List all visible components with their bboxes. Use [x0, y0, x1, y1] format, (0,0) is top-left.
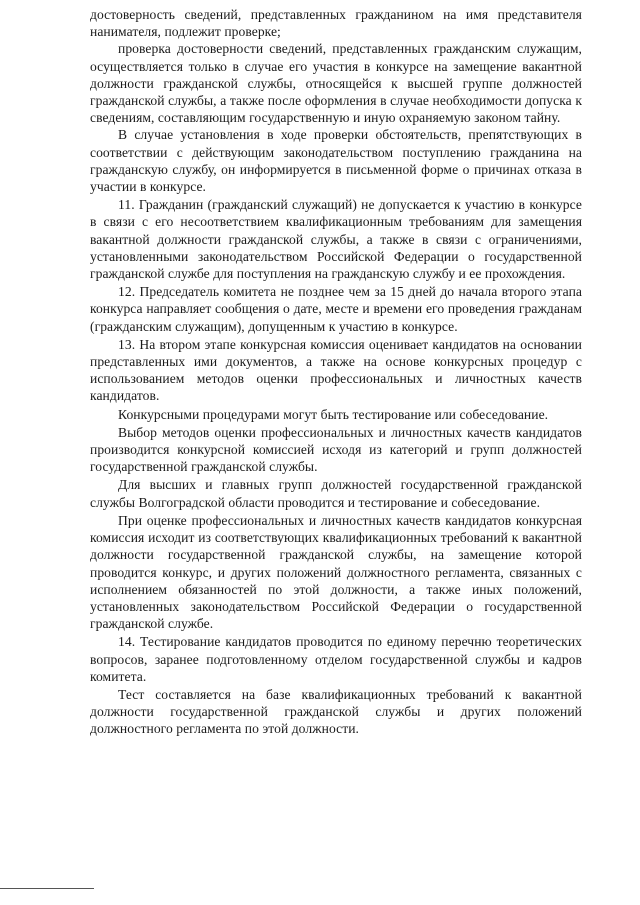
paragraph-methods: Выбор методов оценки профессиональных и личностных качеств кандидатов производится конкурсной комиссией исходя из категорий и групп должностей государственной гражданской службы.	[90, 424, 582, 475]
paragraph-1: достоверность сведений, представленных гражданином на имя представителя нанимателя, подлежит проверке;	[90, 7, 582, 40]
paragraph-item-13: 13. На втором этапе конкурсная комиссия оценивает кандидатов на основании представленных ими документов, а также на основе конкурсных процедур с использованием методов оценки профессиональных и личностных качеств кандидатов.	[90, 336, 582, 404]
paragraph-item-11: 11. Гражданин (гражданский служащий) не допускается к участию в конкурсе в связи с его несоответствием квалификационным требованиям для замещения вакантной должности гражданской службы, а также в связи с ограничениями, установленными законодательством Российской Федерации о государственной гражданской службе для поступления на гражданскую службу и ее прохождения.	[90, 197, 582, 282]
paragraph-higher-groups: Для высших и главных групп должностей государственной гражданской службы Волгоградской области проводится и тестирование и собеседование.	[90, 477, 582, 510]
paragraph-2: проверка достоверности сведений, представленных гражданским служащим, осуществляется только в случае его участия в конкурсе на замещение вакантной должности гражданской службы, относящейся к высшей группе должностей гражданской службы, а также после оформления в случае необходимости допуска к сведениям, составляющим государственную и иную охраняемую законом тайну.	[90, 41, 582, 126]
paragraph-item-14: 14. Тестирование кандидатов проводится по единому перечню теоретических вопросов, заранее подготовленному отделом государственной службы и кадров комитета.	[90, 634, 582, 684]
paragraph-item-12: 12. Председатель комитета не позднее чем за 15 дней до начала второго этапа конкурса направляет сообщения о дате, месте и времени его проведения гражданам (гражданским служащим), допущенным к участию в конкурсе.	[90, 284, 582, 334]
paragraph-procedures: Конкурсными процедурами могут быть тестирование или собеседование.	[118, 406, 549, 422]
footnote-divider	[0, 888, 94, 889]
paragraph-test: Тест составляется на базе квалификационных требований к вакантной должности государственной гражданской службы и других положений должностного регламента по этой должности.	[90, 686, 582, 737]
paragraph-3: В случае установления в ходе проверки обстоятельств, препятствующих в соответствии с действующим законодательством поступлению гражданина на гражданскую службу, он информируется в письменной форме о причинах отказа в участии в конкурсе.	[90, 127, 582, 195]
paragraph-assessment: При оценке профессиональных и личностных качеств кандидатов конкурсная комиссия исходит из соответствующих квалификационных требований к вакантной должности государственной гражданской службы, на замещение которой проводится конкурс, и других положений должностного регламента, связанных с исполнением обязанностей по этой должности, а также иных положений, установленных законодательством Российской Федерации о государственной гражданской службе.	[90, 512, 582, 632]
